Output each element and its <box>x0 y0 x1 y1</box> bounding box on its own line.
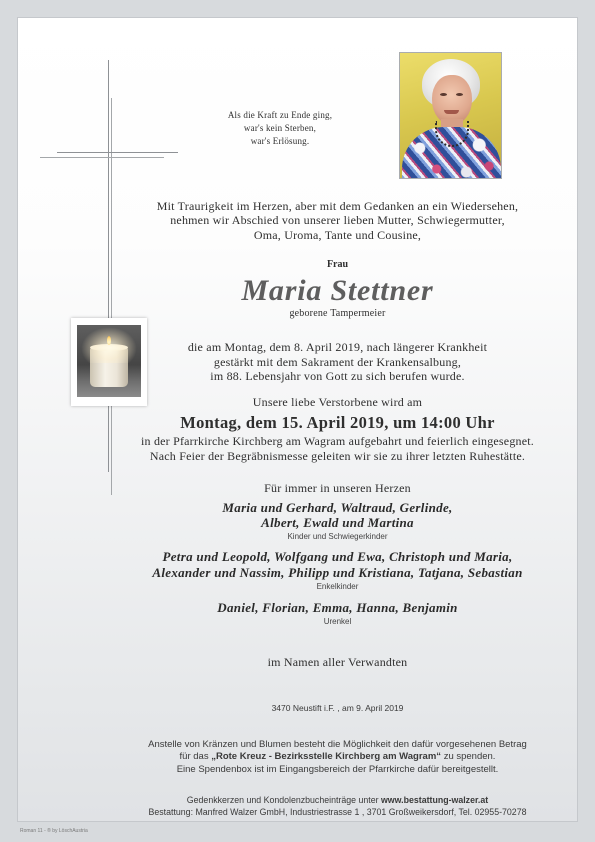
funeral-home-contact: Bestattung: Manfred Walzer GmbH, Industriestrasse 1 , 3701 Großweikersdorf, Tel. 02955-70278 <box>148 807 527 817</box>
deceased-name: Maria Stettner <box>241 274 434 307</box>
portrait-mouth <box>444 110 459 114</box>
cross-horizontal-line <box>57 152 178 153</box>
mourner-names: Daniel, Florian, Emma, Hanna, Benjamin <box>217 600 458 615</box>
candle-flame <box>107 336 111 345</box>
condolence-line <box>130 795 545 806</box>
portrait-eye-right <box>456 93 463 96</box>
donation-text: zu spenden. <box>443 751 496 762</box>
mourner-relation: Enkelkinder <box>316 582 359 591</box>
donation-line: Anstelle von Kränzen und Blumen besteht die Möglichkeit den dafür vorgesehenen Betrag <box>148 739 527 750</box>
poem-line: war's kein Sterben, <box>243 123 317 133</box>
donation-line: Eine Spendenbox ist im Eingangsbereich der Pfarrkirche dafür bereitgestellt. <box>176 764 499 775</box>
intro-line: Mit Traurigkeit im Herzen, aber mit dem Gedanken an ein Wiedersehen, <box>156 199 519 213</box>
mourner-names: Maria und Gerhard, Waltraud, Gerlinde, <box>222 500 453 515</box>
funeral-line: in der Pfarrkirche Kirchberg am Wagram aufgebahrt und feierlich eingesegnet. <box>141 434 534 448</box>
mourner-names: Alexander und Nassim, Philipp und Kristiana, Tatjana, Sebastian <box>152 565 523 580</box>
funeral-date-time: Montag, dem 15. April 2019, um 14:00 Uhr <box>180 413 495 432</box>
birth-name: geborene Tampermeier <box>289 308 386 319</box>
portrait-photo <box>399 52 502 179</box>
place-date: 3470 Neustift i.F. , am 9. April 2019 <box>271 703 404 713</box>
mourner-names: Albert, Ewald und Martina <box>261 515 414 530</box>
intro-line: Oma, Uroma, Tante und Cousine, <box>253 228 422 242</box>
mourner-relation: Urenkel <box>323 617 352 626</box>
mourners-closing: im Namen aller Verwandten <box>267 655 408 669</box>
candle-glow <box>81 327 137 363</box>
condolence-text: Gedenkkerzen und Kondolenzbucheinträge unter <box>186 795 379 805</box>
death-notice-line: die am Montag, dem 8. April 2019, nach längerer Krankheit <box>187 340 488 354</box>
portrait-face <box>432 75 472 125</box>
donation-text: für das <box>179 751 209 762</box>
portrait-eye-left <box>440 93 447 96</box>
cross-vertical-line <box>108 60 109 472</box>
death-notice-line: im 88. Lebensjahr von Gott zu sich berufen wurde. <box>210 369 465 383</box>
poem-line: war's Erlösung. <box>250 136 310 146</box>
template-code: Roman 11 - ® by LöschAustria <box>20 828 88 834</box>
mourner-relation: Kinder und Schwiegerkinder <box>287 532 388 541</box>
funeral-intro: Unsere liebe Verstorbene wird am <box>252 395 423 409</box>
death-notice-line: gestärkt mit dem Sakrament der Krankensalbung, <box>213 355 462 369</box>
mourners-heading: Für immer in unseren Herzen <box>264 481 411 495</box>
funeral-line: Nach Feier der Begräbnismesse geleiten wir sie zu ihrer letzten Ruhestätte. <box>149 449 526 463</box>
funeral-home-website: www.bestattung-walzer.at <box>380 795 489 805</box>
salutation: Frau <box>326 259 349 270</box>
donation-recipient: „Rote Kreuz - Bezirksstelle Kirchberg am Wagram“ <box>211 751 442 762</box>
cross-horizontal-line-shadow <box>40 157 164 158</box>
mourner-names: Petra und Leopold, Wolfgang und Ewa, Christoph und Maria, <box>162 549 513 564</box>
poem-line: Als die Kraft zu Ende ging, <box>227 110 333 120</box>
donation-line <box>130 751 545 763</box>
intro-line: nehmen wir Abschied von unserer lieben Mutter, Schwiegermutter, <box>170 213 505 227</box>
